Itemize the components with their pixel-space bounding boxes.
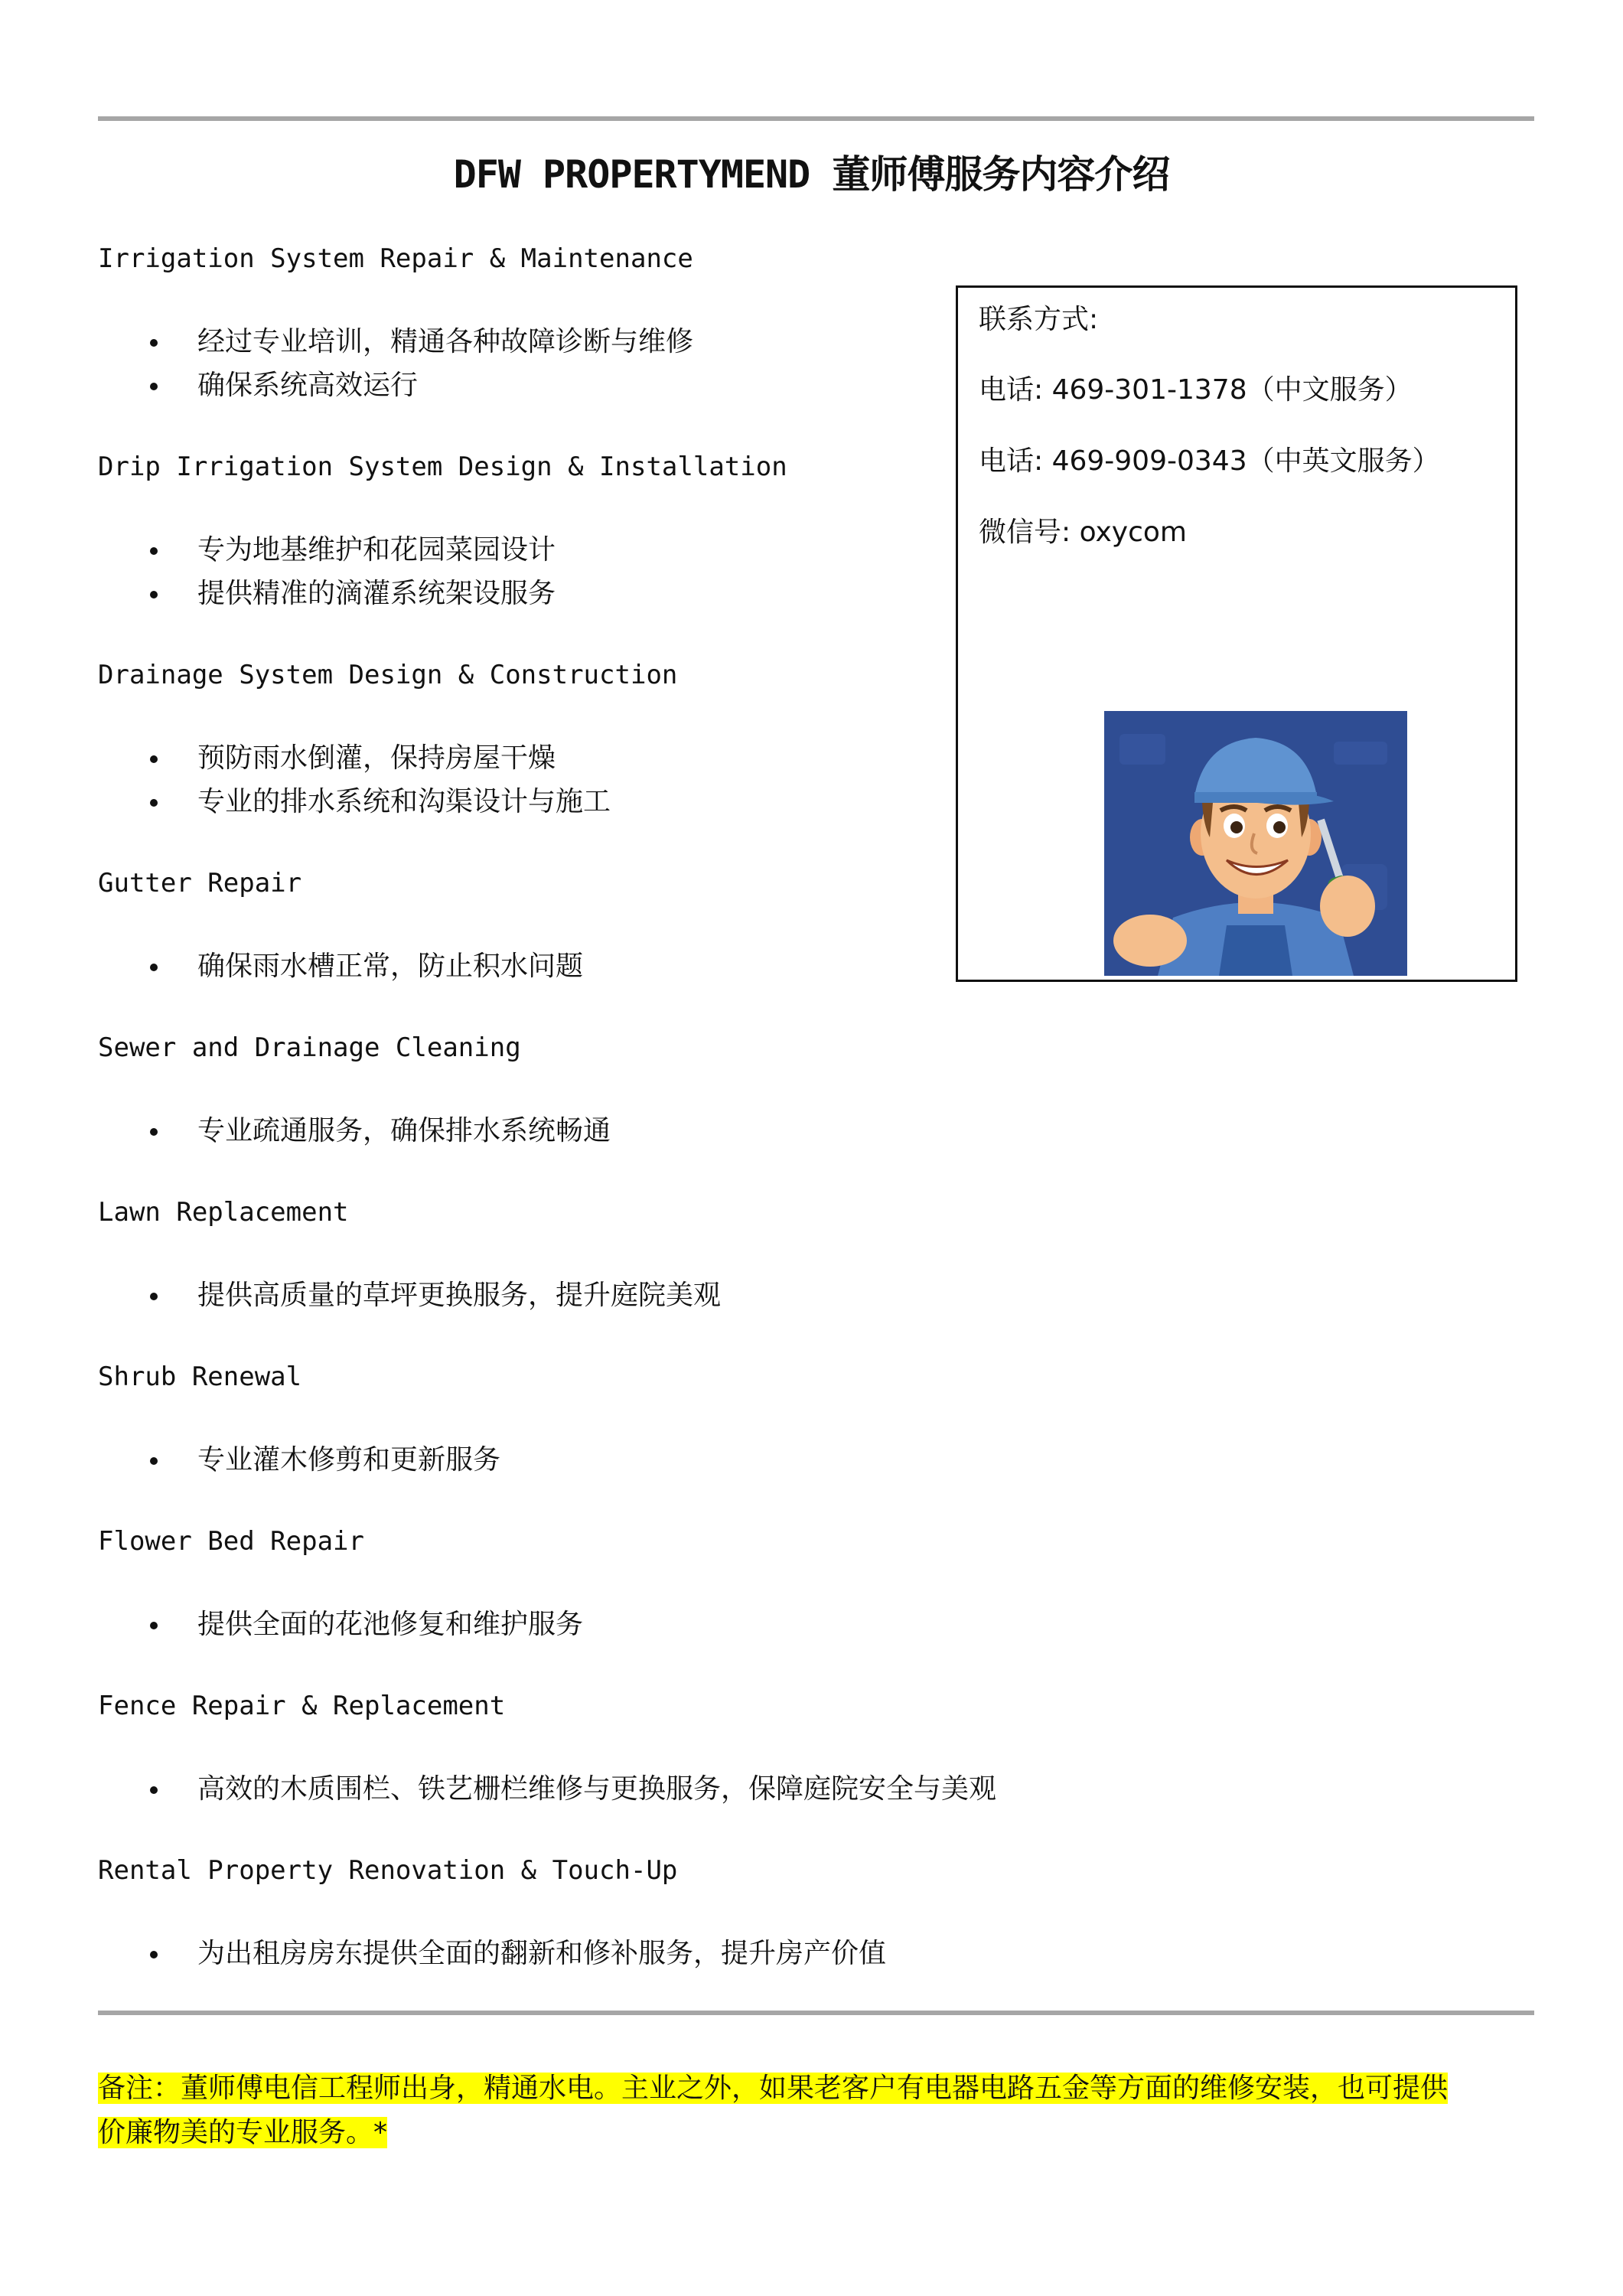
- service-bullets: [98, 693, 978, 823]
- section-gap: [98, 1153, 978, 1194]
- service-section: [98, 1194, 978, 1317]
- contact-heading: 联系方式:: [979, 304, 1099, 335]
- top-rule: [98, 116, 1534, 121]
- service-heading: Flower Bed Repair: [98, 1526, 364, 1557]
- contact-phone-1: 电话: 469-301-1378（中文服务）: [979, 374, 1413, 406]
- service-bullets: [98, 1560, 978, 1646]
- service-bullets: [98, 277, 978, 407]
- service-bullets: [98, 902, 978, 988]
- document-title: DFW PROPERTYMEND 董师傅服务内容介绍: [453, 152, 1170, 197]
- handyman-avatar: [1104, 711, 1407, 976]
- footnote-line-2: 价廉物美的专业服务。*: [98, 2117, 388, 2148]
- service-section: [98, 240, 978, 407]
- service-bullet-item: 专业疏通服务，确保排水系统畅通: [98, 1109, 978, 1153]
- service-bullet-item: 提供精准的滴灌系统架设服务: [98, 572, 978, 615]
- section-gap: [98, 1317, 978, 1358]
- section-gap: [98, 988, 978, 1029]
- service-bullets: [98, 1231, 978, 1317]
- section-gap: [98, 615, 978, 657]
- service-bullet-item: 高效的木质围栏、铁艺栅栏维修与更换服务，保障庭院安全与美观: [98, 1767, 978, 1811]
- service-bullet-item: 专为地基维护和花园菜园设计: [98, 528, 978, 572]
- service-section: [98, 657, 978, 823]
- bottom-rule: [98, 2011, 1534, 2015]
- section-gap: [98, 823, 978, 865]
- section-gap: [98, 1482, 978, 1523]
- service-heading: Sewer and Drainage Cleaning: [98, 1032, 521, 1063]
- service-bullet-item: 提供全面的花池修复和维护服务: [98, 1603, 978, 1646]
- service-bullet-item: 专业灌木修剪和更新服务: [98, 1438, 978, 1482]
- service-bullet-item: 专业的排水系统和沟渠设计与施工: [98, 780, 978, 823]
- service-heading: Gutter Repair: [98, 868, 302, 899]
- service-section: [98, 1523, 978, 1646]
- service-heading: Drainage System Design & Construction: [98, 660, 678, 690]
- service-heading: Lawn Replacement: [98, 1197, 349, 1228]
- service-bullets: [98, 1724, 997, 1811]
- service-section: [98, 1852, 978, 1975]
- service-bullet-item: 提供高质量的草坪更换服务，提升庭院美观: [98, 1274, 978, 1317]
- contact-phone-2: 电话: 469-909-0343（中英文服务）: [979, 445, 1440, 477]
- service-section: [98, 1358, 978, 1482]
- service-section: [98, 865, 978, 988]
- service-bullets: [98, 1066, 978, 1153]
- service-bullets: [98, 1395, 978, 1482]
- service-section: [98, 448, 978, 615]
- service-bullet-item: 确保系统高效运行: [98, 364, 978, 407]
- service-bullet-item: 预防雨水倒灌，保持房屋干燥: [98, 736, 978, 780]
- service-bullets: [98, 485, 978, 615]
- service-heading: Fence Repair & Replacement: [98, 1691, 506, 1721]
- service-bullet-item: 确保雨水槽正常，防止积水问题: [98, 944, 978, 988]
- section-gap: [98, 1811, 978, 1852]
- services-list: [98, 240, 997, 1975]
- service-bullet-item: 为出租房房东提供全面的翻新和修补服务，提升房产价值: [98, 1932, 978, 1975]
- section-gap: [98, 407, 978, 448]
- service-section: [98, 1029, 978, 1153]
- footnote-line-1: 备注：董师傅电信工程师出身，精通水电。主业之外，如果老客户有电器电路五金等方面的维修安装，也可提供: [98, 2073, 1449, 2104]
- service-heading: Rental Property Renovation & Touch-Up: [98, 1855, 678, 1886]
- service-section: [98, 1688, 997, 1811]
- footnote: [98, 2066, 1521, 2155]
- service-bullet-item: 经过专业培训，精通各种故障诊断与维修: [98, 320, 978, 364]
- contact-box: [956, 285, 1517, 982]
- service-heading: Irrigation System Repair & Maintenance: [98, 243, 693, 274]
- service-heading: Drip Irrigation System Design & Installation: [98, 452, 787, 482]
- section-gap: [98, 1646, 978, 1688]
- service-bullets: [98, 1889, 978, 1975]
- service-heading: Shrub Renewal: [98, 1362, 302, 1392]
- contact-wechat: 微信号: oxycom: [979, 517, 1187, 548]
